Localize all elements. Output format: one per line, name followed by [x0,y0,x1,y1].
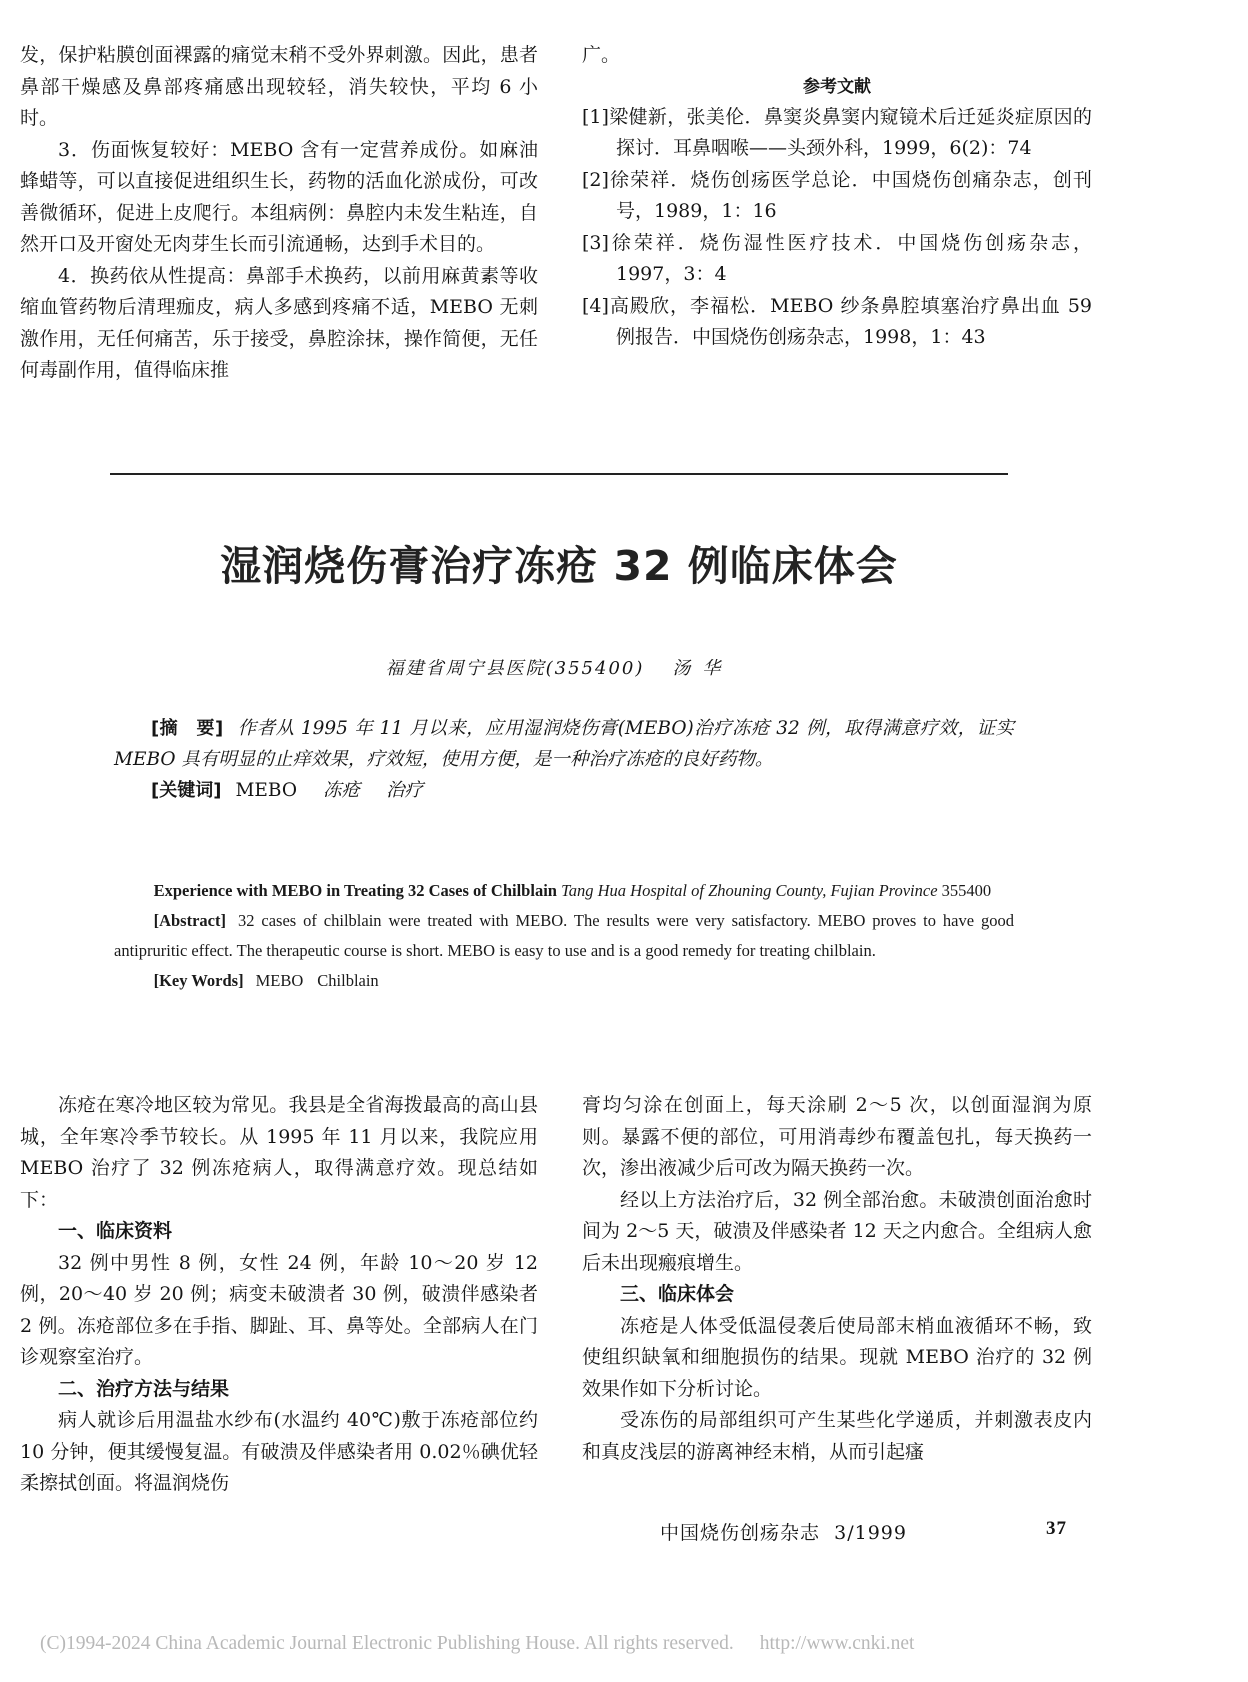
article-title: 湿润烧伤膏治疗冻疮 32 例临床体会 [220,542,898,590]
english-keyword: Chilblain [317,971,379,990]
keywords-label: [关键词] [151,780,222,801]
previous-article-right-column [582,40,1092,354]
affiliation: 福建省周宁县医院(355400) [385,658,645,679]
chinese-abstract [114,713,1014,806]
section-heading: 三、临床体会 [620,1283,735,1305]
paragraph: 受冻伤的局部组织可产生某些化学递质，并刺激表皮内和真皮浅层的游离神经末梢，从而引起瘙 [582,1409,1092,1463]
english-keywords-label: [Key Words] [153,971,244,990]
copyright-text: (C)1994-2024 China Academic Journal Electronic Publishing House. All rights reserved. [40,1633,734,1654]
author-affiliation [100,654,1018,680]
english-affiliation: Tang Hua Hospital of Zhouning County, Fujian Province [561,881,938,900]
reference-item: [4]高殿欣，李福松．MEBO 纱条鼻腔填塞治疗鼻出血 59 例报告．中国烧伤创疡杂志，1998，1：43 [582,294,1092,348]
keyword: MEBO [235,780,298,801]
section-heading: 一、临床资料 [58,1220,173,1242]
reference-item: [3]徐荣祥．烧伤湿性医疗技术．中国烧伤创疡杂志，1997，3：4 [582,231,1092,285]
english-abstract-label: [Abstract] [153,911,226,930]
paragraph: 经以上方法治疗后，32 例全部治愈。未破溃创面治愈时间为 2～5 天，破溃及伴感染者 12 天之内愈合。全组病人愈后未出现瘢痕增生。 [582,1188,1092,1274]
article-body-left-column [20,1090,538,1500]
paragraph: 病人就诊后用温盐水纱布(水温约 40℃)敷于冻疮部位约 10 分钟，便其缓慢复温。有破溃及伴感染者用 0.02％碘优轻柔擦拭创面。将温润烧伤 [20,1409,538,1494]
paragraph: 4．换药依从性提高：鼻部手术换药，以前用麻黄素等收缩血管药物后清理痂皮，病人多感到疼痛不适，MEBO 无刺激作用，无任何痛苦，乐于接受，鼻腔涂抹，操作简便，无任何毒副作用，值得临床推 [20,264,538,381]
article-body-right-column [582,1090,1092,1468]
abstract-text: 作者从 1995 年 11 月以来，应用湿润烧伤膏(MEBO)治疗冻疮 32 例，取得满意疗效，证实 MEBO 具有明显的止痒效果，疗效短，使用方便，是一种治疗冻疮的良好药物。 [114,718,1015,770]
page-number: 37 [1046,1518,1067,1539]
previous-article-left-column [20,40,538,387]
keyword: 治疗 [386,780,424,801]
paragraph-continuation: 膏均匀涂在创面上，每天涂刷 2～5 次，以创面湿润为原则。暴露不便的部位，可用消毒纱布覆盖包扎，每天换药一次，渗出液减少后可改为隔天换药一次。 [582,1094,1092,1179]
author-name: 汤华 [672,658,733,679]
english-abstract-text: 32 cases of chilblain were treated with MEBO. The results were very satisfactory. MEBO proves to have good antipruritic effect. The therapeutic course is short. MEBO is easy to use and is a good remedy for treating chilblain. [114,911,1014,960]
paragraph: 冻疮是人体受低温侵袭后使局部末梢血液循环不畅，致使组织缺氧和细胞损伤的结果。现就 MEBO 治疗的 32 例效果作如下分析讨论。 [582,1314,1092,1400]
paragraph: 32 例中男性 8 例，女性 24 例，年龄 10～20 岁 12 例，20～40 岁 20 例；病变未破溃者 30 例，破溃伴感染者 2 例。冻疮部位多在手指、脚趾、耳、鼻等处。全部病人在门诊观察室治疗。 [20,1251,538,1368]
page-footer [660,1518,1080,1545]
reference-item: [2]徐荣祥．烧伤创疡医学总论．中国烧伤创痛杂志，创刊号，1989，1：16 [582,168,1092,222]
english-abstract [114,876,1014,996]
copyright-url: http://www.cnki.net [759,1633,915,1654]
intro-paragraph: 冻疮在寒冷地区较为常见。我县是全省海拨最高的高山县城，全年寒冷季节较长。从 1995 年 11 月以来，我院应用 MEBO 治疗了 32 例冻疮病人，取得满意疗效。现总结如下： [20,1094,538,1211]
reference-item: [1]梁健新，张美伦．鼻窦炎鼻窦内窥镜术后迁延炎症原因的探讨．耳鼻咽喉——头颈外科，1999，6(2)：74 [582,105,1092,159]
keyword: 冻疮 [323,780,361,801]
journal-issue: 3/1999 [834,1522,907,1544]
section-divider [110,473,1008,475]
english-keyword: MEBO [255,971,304,990]
section-heading: 二、治疗方法与结果 [58,1377,230,1400]
references-heading: 参考文献 [803,76,871,97]
journal-name: 中国烧伤创疡杂志 [660,1522,821,1544]
abstract-label: [摘 要] [151,718,224,739]
english-title: Experience with MEBO in Treating 32 Cases of Chilblain [153,881,557,900]
english-postcode: 355400 [941,881,992,900]
paragraph-continuation: 广。 [582,44,621,66]
paragraph: 3．伤面恢复较好：MEBO 含有一定营养成份。如麻油蜂蜡等，可以直接促进组织生长，药物的活血化淤成份，可改善微循环，促进上皮爬行。本组病例：鼻腔内未发生粘连，自然开口及开窗处无肉芽生长而引流通畅，达到手术目的。 [20,138,538,255]
copyright-watermark [40,1633,1220,1655]
paragraph: 发，保护粘膜创面裸露的痛觉末稍不受外界刺激。因此，患者鼻部干燥感及鼻部疼痛感出现较轻，消失较快，平均 6 小时。 [20,44,538,129]
